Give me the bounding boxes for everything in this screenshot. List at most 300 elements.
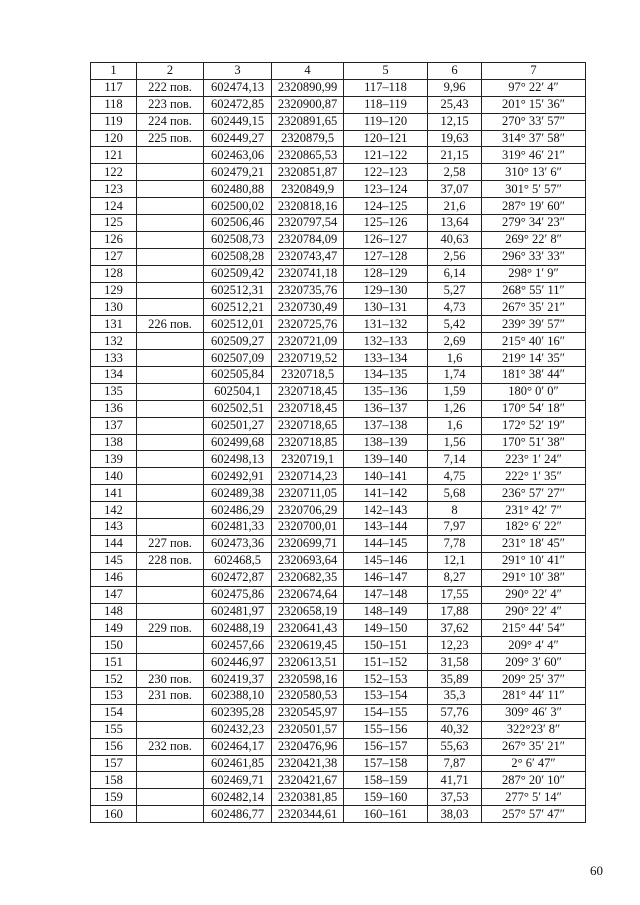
direction-angle-cell: 181° 38′ 44″ bbox=[482, 367, 586, 384]
direction-angle-cell: 170° 51′ 38″ bbox=[482, 434, 586, 451]
length-cell: 40,32 bbox=[428, 721, 482, 738]
length-cell: 4,73 bbox=[428, 299, 482, 316]
coordinate-x-cell: 602512,01 bbox=[204, 316, 272, 333]
segment-cell: 159–160 bbox=[344, 789, 428, 806]
direction-angle-cell: 231° 42′ 7″ bbox=[482, 502, 586, 519]
turn-label-cell: 225 пов. bbox=[137, 130, 204, 147]
coordinate-x-cell: 602457,66 bbox=[204, 637, 272, 654]
direction-angle-cell: 201° 15′ 36″ bbox=[482, 96, 586, 113]
length-cell: 1,6 bbox=[428, 417, 482, 434]
length-cell: 6,14 bbox=[428, 265, 482, 282]
coordinate-x-cell: 602512,31 bbox=[204, 282, 272, 299]
coordinate-y-cell: 2320619,45 bbox=[272, 637, 344, 654]
table-row bbox=[91, 451, 586, 468]
coordinate-x-cell: 602463,06 bbox=[204, 147, 272, 164]
direction-angle-cell: 270° 33′ 57″ bbox=[482, 113, 586, 130]
coordinate-y-cell: 2320421,67 bbox=[272, 772, 344, 789]
segment-cell: 120–121 bbox=[344, 130, 428, 147]
turn-label-cell bbox=[137, 637, 204, 654]
segment-cell: 117–118 bbox=[344, 79, 428, 96]
segment-cell: 141–142 bbox=[344, 485, 428, 502]
page-number: 60 bbox=[590, 863, 603, 878]
coordinate-x-cell: 602507,09 bbox=[204, 350, 272, 367]
direction-angle-cell: 2° 6′ 47″ bbox=[482, 755, 586, 772]
coordinate-x-cell: 602501,27 bbox=[204, 417, 272, 434]
direction-angle-cell: 281° 44′ 11″ bbox=[482, 687, 586, 704]
table-row bbox=[91, 333, 586, 350]
coordinate-x-cell: 602482,14 bbox=[204, 789, 272, 806]
segment-cell: 146–147 bbox=[344, 569, 428, 586]
coordinate-y-cell: 2320711,05 bbox=[272, 485, 344, 502]
turn-label-cell bbox=[137, 755, 204, 772]
turn-label-cell bbox=[137, 299, 204, 316]
length-cell: 1,59 bbox=[428, 383, 482, 400]
coordinate-x-cell: 602505,84 bbox=[204, 367, 272, 384]
table-row bbox=[91, 502, 586, 519]
turn-label-cell bbox=[137, 215, 204, 232]
direction-angle-cell: 291° 10′ 38″ bbox=[482, 569, 586, 586]
segment-cell: 158–159 bbox=[344, 772, 428, 789]
coordinate-y-cell: 2320741,18 bbox=[272, 265, 344, 282]
turn-label-cell bbox=[137, 333, 204, 350]
direction-angle-cell: 287° 19′ 60″ bbox=[482, 198, 586, 215]
segment-cell: 122–123 bbox=[344, 164, 428, 181]
segment-cell: 139–140 bbox=[344, 451, 428, 468]
table-row bbox=[91, 603, 586, 620]
direction-angle-cell: 310° 13′ 6″ bbox=[482, 164, 586, 181]
length-cell: 38,03 bbox=[428, 806, 482, 823]
column-header-4: 4 bbox=[272, 63, 344, 80]
column-header-1: 1 bbox=[91, 63, 137, 80]
segment-cell: 157–158 bbox=[344, 755, 428, 772]
segment-cell: 147–148 bbox=[344, 586, 428, 603]
table-row bbox=[91, 569, 586, 586]
direction-angle-cell: 180° 0′ 0″ bbox=[482, 383, 586, 400]
coordinate-y-cell: 2320699,71 bbox=[272, 535, 344, 552]
coordinate-y-cell: 2320658,19 bbox=[272, 603, 344, 620]
direction-angle-cell: 170° 54′ 18″ bbox=[482, 400, 586, 417]
turn-label-cell bbox=[137, 417, 204, 434]
table-row bbox=[91, 772, 586, 789]
table-body bbox=[91, 79, 586, 822]
coordinate-y-cell: 2320735,76 bbox=[272, 282, 344, 299]
point-number-cell: 118 bbox=[91, 96, 137, 113]
point-number-cell: 160 bbox=[91, 806, 137, 823]
turn-label-cell: 223 пов. bbox=[137, 96, 204, 113]
point-number-cell: 139 bbox=[91, 451, 137, 468]
direction-angle-cell: 269° 22′ 8″ bbox=[482, 231, 586, 248]
table-row bbox=[91, 755, 586, 772]
table-row bbox=[91, 181, 586, 198]
direction-angle-cell: 182° 6′ 22″ bbox=[482, 519, 586, 536]
direction-angle-cell: 287° 20′ 10″ bbox=[482, 772, 586, 789]
turn-label-cell bbox=[137, 603, 204, 620]
coordinate-x-cell: 602481,97 bbox=[204, 603, 272, 620]
coordinate-y-cell: 2320719,1 bbox=[272, 451, 344, 468]
coordinate-y-cell: 2320900,87 bbox=[272, 96, 344, 113]
coordinate-x-cell: 602509,27 bbox=[204, 333, 272, 350]
turn-label-cell bbox=[137, 282, 204, 299]
length-cell: 2,69 bbox=[428, 333, 482, 350]
point-number-cell: 119 bbox=[91, 113, 137, 130]
coordinate-x-cell: 602432,23 bbox=[204, 721, 272, 738]
direction-angle-cell: 236° 57′ 27″ bbox=[482, 485, 586, 502]
direction-angle-cell: 290° 22′ 4″ bbox=[482, 586, 586, 603]
coordinate-y-cell: 2320381,85 bbox=[272, 789, 344, 806]
coordinate-y-cell: 2320501,57 bbox=[272, 721, 344, 738]
coordinate-y-cell: 2320598,16 bbox=[272, 671, 344, 688]
point-number-cell: 136 bbox=[91, 400, 137, 417]
coordinate-x-cell: 602388,10 bbox=[204, 687, 272, 704]
length-cell: 25,43 bbox=[428, 96, 482, 113]
turn-label-cell bbox=[137, 383, 204, 400]
segment-cell: 134–135 bbox=[344, 367, 428, 384]
direction-angle-cell: 277° 5′ 14″ bbox=[482, 789, 586, 806]
table-row bbox=[91, 468, 586, 485]
point-number-cell: 127 bbox=[91, 248, 137, 265]
segment-cell: 125–126 bbox=[344, 215, 428, 232]
coordinate-y-cell: 2320797,54 bbox=[272, 215, 344, 232]
length-cell: 8,27 bbox=[428, 569, 482, 586]
table-row bbox=[91, 434, 586, 451]
length-cell: 37,07 bbox=[428, 181, 482, 198]
table-row bbox=[91, 654, 586, 671]
coordinate-y-cell: 2320641,43 bbox=[272, 620, 344, 637]
length-cell: 9,96 bbox=[428, 79, 482, 96]
length-cell: 7,97 bbox=[428, 519, 482, 536]
point-number-cell: 159 bbox=[91, 789, 137, 806]
coordinate-y-cell: 2320730,49 bbox=[272, 299, 344, 316]
coordinate-x-cell: 602509,42 bbox=[204, 265, 272, 282]
segment-cell: 154–155 bbox=[344, 704, 428, 721]
coordinate-y-cell: 2320849,9 bbox=[272, 181, 344, 198]
coordinate-x-cell: 602508,73 bbox=[204, 231, 272, 248]
coordinate-x-cell: 602472,87 bbox=[204, 569, 272, 586]
length-cell: 12,23 bbox=[428, 637, 482, 654]
segment-cell: 140–141 bbox=[344, 468, 428, 485]
point-number-cell: 146 bbox=[91, 569, 137, 586]
direction-angle-cell: 172° 52′ 19″ bbox=[482, 417, 586, 434]
coordinate-y-cell: 2320743,47 bbox=[272, 248, 344, 265]
table-row bbox=[91, 350, 586, 367]
table-row bbox=[91, 248, 586, 265]
coordinate-x-cell: 602468,5 bbox=[204, 552, 272, 569]
turn-label-cell bbox=[137, 265, 204, 282]
length-cell: 12,1 bbox=[428, 552, 482, 569]
length-cell: 17,88 bbox=[428, 603, 482, 620]
table-row bbox=[91, 383, 586, 400]
coordinate-y-cell: 2320714,23 bbox=[272, 468, 344, 485]
turn-label-cell bbox=[137, 434, 204, 451]
turn-label-cell: 232 пов. bbox=[137, 738, 204, 755]
segment-cell: 131–132 bbox=[344, 316, 428, 333]
direction-angle-cell: 267° 35′ 21″ bbox=[482, 299, 586, 316]
coordinate-y-cell: 2320344,61 bbox=[272, 806, 344, 823]
point-number-cell: 135 bbox=[91, 383, 137, 400]
point-number-cell: 133 bbox=[91, 350, 137, 367]
coordinate-x-cell: 602479,21 bbox=[204, 164, 272, 181]
point-number-cell: 144 bbox=[91, 535, 137, 552]
table-row bbox=[91, 79, 586, 96]
coordinate-x-cell: 602419,37 bbox=[204, 671, 272, 688]
coordinate-x-cell: 602481,33 bbox=[204, 519, 272, 536]
coordinate-y-cell: 2320818,16 bbox=[272, 198, 344, 215]
coordinate-x-cell: 602489,38 bbox=[204, 485, 272, 502]
coordinate-x-cell: 602512,21 bbox=[204, 299, 272, 316]
table-row bbox=[91, 231, 586, 248]
turn-label-cell bbox=[137, 704, 204, 721]
segment-cell: 127–128 bbox=[344, 248, 428, 265]
turn-label-cell bbox=[137, 502, 204, 519]
point-number-cell: 138 bbox=[91, 434, 137, 451]
table-row bbox=[91, 96, 586, 113]
segment-cell: 138–139 bbox=[344, 434, 428, 451]
length-cell: 7,14 bbox=[428, 451, 482, 468]
coordinate-x-cell: 602449,27 bbox=[204, 130, 272, 147]
direction-angle-cell: 290° 22′ 4″ bbox=[482, 603, 586, 620]
turn-label-cell bbox=[137, 367, 204, 384]
direction-angle-cell: 222° 1′ 35″ bbox=[482, 468, 586, 485]
table-row bbox=[91, 299, 586, 316]
length-cell: 13,64 bbox=[428, 215, 482, 232]
turn-label-cell bbox=[137, 248, 204, 265]
turn-label-cell bbox=[137, 654, 204, 671]
table-row bbox=[91, 687, 586, 704]
length-cell: 19,63 bbox=[428, 130, 482, 147]
segment-cell: 160–161 bbox=[344, 806, 428, 823]
segment-cell: 152–153 bbox=[344, 671, 428, 688]
coordinate-x-cell: 602474,13 bbox=[204, 79, 272, 96]
coordinate-y-cell: 2320718,45 bbox=[272, 383, 344, 400]
segment-cell: 119–120 bbox=[344, 113, 428, 130]
table-row bbox=[91, 113, 586, 130]
coordinate-x-cell: 602504,1 bbox=[204, 383, 272, 400]
segment-cell: 124–125 bbox=[344, 198, 428, 215]
point-number-cell: 153 bbox=[91, 687, 137, 704]
coordinate-y-cell: 2320890,99 bbox=[272, 79, 344, 96]
point-number-cell: 155 bbox=[91, 721, 137, 738]
coordinate-y-cell: 2320421,38 bbox=[272, 755, 344, 772]
point-number-cell: 132 bbox=[91, 333, 137, 350]
length-cell: 37,62 bbox=[428, 620, 482, 637]
direction-angle-cell: 267° 35′ 21″ bbox=[482, 738, 586, 755]
point-number-cell: 154 bbox=[91, 704, 137, 721]
coordinate-x-cell: 602486,77 bbox=[204, 806, 272, 823]
direction-angle-cell: 296° 33′ 33″ bbox=[482, 248, 586, 265]
point-number-cell: 122 bbox=[91, 164, 137, 181]
length-cell: 2,58 bbox=[428, 164, 482, 181]
column-header-7: 7 bbox=[482, 63, 586, 80]
coordinate-y-cell: 2320682,35 bbox=[272, 569, 344, 586]
coordinate-x-cell: 602449,15 bbox=[204, 113, 272, 130]
segment-cell: 135–136 bbox=[344, 383, 428, 400]
coordinate-y-cell: 2320718,5 bbox=[272, 367, 344, 384]
direction-angle-cell: 314° 37′ 58″ bbox=[482, 130, 586, 147]
length-cell: 57,76 bbox=[428, 704, 482, 721]
table-row bbox=[91, 620, 586, 637]
segment-cell: 136–137 bbox=[344, 400, 428, 417]
table-row bbox=[91, 721, 586, 738]
table-row bbox=[91, 367, 586, 384]
table-row bbox=[91, 282, 586, 299]
length-cell: 4,75 bbox=[428, 468, 482, 485]
length-cell: 5,68 bbox=[428, 485, 482, 502]
point-number-cell: 131 bbox=[91, 316, 137, 333]
point-number-cell: 142 bbox=[91, 502, 137, 519]
direction-angle-cell: 279° 34′ 23″ bbox=[482, 215, 586, 232]
length-cell: 31,58 bbox=[428, 654, 482, 671]
table-row bbox=[91, 130, 586, 147]
direction-angle-cell: 209° 25′ 37″ bbox=[482, 671, 586, 688]
turn-label-cell bbox=[137, 468, 204, 485]
length-cell: 21,15 bbox=[428, 147, 482, 164]
segment-cell: 153–154 bbox=[344, 687, 428, 704]
direction-angle-cell: 223° 1′ 24″ bbox=[482, 451, 586, 468]
point-number-cell: 125 bbox=[91, 215, 137, 232]
direction-angle-cell: 291° 10′ 41″ bbox=[482, 552, 586, 569]
coordinate-y-cell: 2320718,65 bbox=[272, 417, 344, 434]
point-number-cell: 121 bbox=[91, 147, 137, 164]
turn-label-cell bbox=[137, 350, 204, 367]
coordinate-x-cell: 602488,19 bbox=[204, 620, 272, 637]
point-number-cell: 147 bbox=[91, 586, 137, 603]
direction-angle-cell: 268° 55′ 11″ bbox=[482, 282, 586, 299]
segment-cell: 121–122 bbox=[344, 147, 428, 164]
coordinate-y-cell: 2320718,85 bbox=[272, 434, 344, 451]
segment-cell: 145–146 bbox=[344, 552, 428, 569]
length-cell: 12,15 bbox=[428, 113, 482, 130]
segment-cell: 142–143 bbox=[344, 502, 428, 519]
point-number-cell: 152 bbox=[91, 671, 137, 688]
point-number-cell: 130 bbox=[91, 299, 137, 316]
coordinate-x-cell: 602475,86 bbox=[204, 586, 272, 603]
point-number-cell: 156 bbox=[91, 738, 137, 755]
table-row bbox=[91, 637, 586, 654]
turn-label-cell bbox=[137, 451, 204, 468]
segment-cell: 150–151 bbox=[344, 637, 428, 654]
point-number-cell: 151 bbox=[91, 654, 137, 671]
turn-label-cell bbox=[137, 400, 204, 417]
table-row bbox=[91, 738, 586, 755]
table-row bbox=[91, 316, 586, 333]
coordinate-x-cell: 602498,13 bbox=[204, 451, 272, 468]
table-row bbox=[91, 400, 586, 417]
table-row bbox=[91, 586, 586, 603]
coordinate-y-cell: 2320719,52 bbox=[272, 350, 344, 367]
direction-angle-cell: 257° 57′ 47″ bbox=[482, 806, 586, 823]
direction-angle-cell: 301° 5′ 57″ bbox=[482, 181, 586, 198]
turn-label-cell bbox=[137, 586, 204, 603]
coordinate-x-cell: 602469,71 bbox=[204, 772, 272, 789]
point-number-cell: 129 bbox=[91, 282, 137, 299]
direction-angle-cell: 319° 46′ 21″ bbox=[482, 147, 586, 164]
length-cell: 35,89 bbox=[428, 671, 482, 688]
coordinate-x-cell: 602502,51 bbox=[204, 400, 272, 417]
point-number-cell: 158 bbox=[91, 772, 137, 789]
length-cell: 21,6 bbox=[428, 198, 482, 215]
length-cell: 1,56 bbox=[428, 434, 482, 451]
length-cell: 2,56 bbox=[428, 248, 482, 265]
coordinate-x-cell: 602499,68 bbox=[204, 434, 272, 451]
coordinate-y-cell: 2320891,65 bbox=[272, 113, 344, 130]
table-row bbox=[91, 535, 586, 552]
turn-label-cell: 222 пов. bbox=[137, 79, 204, 96]
table-row bbox=[91, 806, 586, 823]
coordinate-y-cell: 2320721,09 bbox=[272, 333, 344, 350]
direction-angle-cell: 209° 3′ 60″ bbox=[482, 654, 586, 671]
coordinate-y-cell: 2320580,53 bbox=[272, 687, 344, 704]
coordinate-y-cell: 2320706,29 bbox=[272, 502, 344, 519]
segment-cell: 129–130 bbox=[344, 282, 428, 299]
table-row bbox=[91, 671, 586, 688]
turn-label-cell bbox=[137, 789, 204, 806]
table-row bbox=[91, 417, 586, 434]
segment-cell: 128–129 bbox=[344, 265, 428, 282]
direction-angle-cell: 215° 44′ 54″ bbox=[482, 620, 586, 637]
point-number-cell: 150 bbox=[91, 637, 137, 654]
coordinate-y-cell: 2320725,76 bbox=[272, 316, 344, 333]
length-cell: 1,74 bbox=[428, 367, 482, 384]
turn-label-cell: 224 пов. bbox=[137, 113, 204, 130]
coordinate-x-cell: 602492,91 bbox=[204, 468, 272, 485]
point-number-cell: 148 bbox=[91, 603, 137, 620]
segment-cell: 143–144 bbox=[344, 519, 428, 536]
segment-cell: 144–145 bbox=[344, 535, 428, 552]
direction-angle-cell: 309° 46′ 3″ bbox=[482, 704, 586, 721]
segment-cell: 151–152 bbox=[344, 654, 428, 671]
table-row bbox=[91, 215, 586, 232]
segment-cell: 155–156 bbox=[344, 721, 428, 738]
turn-label-cell bbox=[137, 721, 204, 738]
coordinate-y-cell: 2320700,01 bbox=[272, 519, 344, 536]
coordinates-table bbox=[90, 62, 586, 823]
direction-angle-cell: 322°23′ 8″ bbox=[482, 721, 586, 738]
column-header-5: 5 bbox=[344, 63, 428, 80]
table-row bbox=[91, 704, 586, 721]
segment-cell: 118–119 bbox=[344, 96, 428, 113]
turn-label-cell bbox=[137, 164, 204, 181]
turn-label-cell: 229 пов. bbox=[137, 620, 204, 637]
turn-label-cell bbox=[137, 519, 204, 536]
coordinate-x-cell: 602461,85 bbox=[204, 755, 272, 772]
direction-angle-cell: 215° 40′ 16″ bbox=[482, 333, 586, 350]
turn-label-cell bbox=[137, 806, 204, 823]
point-number-cell: 134 bbox=[91, 367, 137, 384]
segment-cell: 148–149 bbox=[344, 603, 428, 620]
column-header-2: 2 bbox=[137, 63, 204, 80]
segment-cell: 137–138 bbox=[344, 417, 428, 434]
turn-label-cell: 226 пов. bbox=[137, 316, 204, 333]
coordinate-y-cell: 2320879,5 bbox=[272, 130, 344, 147]
point-number-cell: 157 bbox=[91, 755, 137, 772]
coordinate-x-cell: 602464,17 bbox=[204, 738, 272, 755]
turn-label-cell bbox=[137, 181, 204, 198]
length-cell: 40,63 bbox=[428, 231, 482, 248]
direction-angle-cell: 231° 18′ 45″ bbox=[482, 535, 586, 552]
column-header-3: 3 bbox=[204, 63, 272, 80]
segment-cell: 126–127 bbox=[344, 231, 428, 248]
turn-label-cell: 228 пов. bbox=[137, 552, 204, 569]
segment-cell: 132–133 bbox=[344, 333, 428, 350]
turn-label-cell: 230 пов. bbox=[137, 671, 204, 688]
coordinate-y-cell: 2320545,97 bbox=[272, 704, 344, 721]
turn-label-cell: 231 пов. bbox=[137, 687, 204, 704]
point-number-cell: 140 bbox=[91, 468, 137, 485]
turn-label-cell bbox=[137, 231, 204, 248]
point-number-cell: 126 bbox=[91, 231, 137, 248]
length-cell: 37,53 bbox=[428, 789, 482, 806]
segment-cell: 156–157 bbox=[344, 738, 428, 755]
